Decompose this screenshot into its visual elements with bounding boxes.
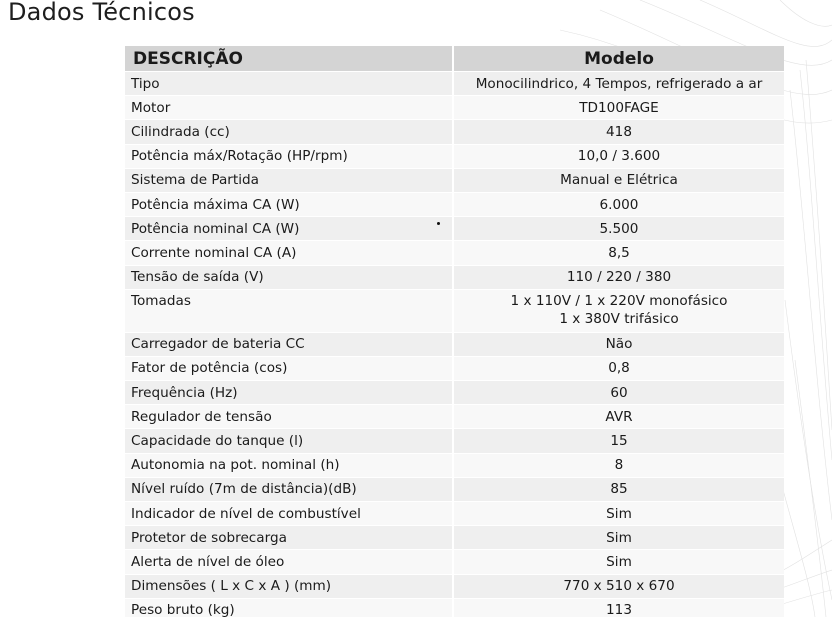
row-value: Não (453, 332, 784, 356)
row-label: Cilindrada (cc) (125, 120, 453, 144)
row-value: Sim (453, 502, 784, 526)
table-row (125, 265, 784, 289)
table-row (125, 598, 784, 617)
row-value: 418 (453, 120, 784, 144)
table-row (125, 217, 784, 241)
row-value: 8,5 (453, 241, 784, 265)
table-row (125, 241, 784, 265)
column-header-model: Modelo (453, 46, 784, 72)
row-label: Potência máxima CA (W) (125, 192, 453, 216)
row-label: Potência nominal CA (W) (125, 217, 453, 241)
row-label: Tensão de saída (V) (125, 265, 453, 289)
table-row (125, 477, 784, 501)
row-label: Peso bruto (kg) (125, 598, 453, 617)
row-value-line-2: 1 x 380V trifásico (559, 310, 679, 327)
row-label: Tomadas (125, 289, 453, 332)
row-value: 113 (453, 598, 784, 617)
row-label: Frequência (Hz) (125, 381, 453, 405)
table-header-row (125, 46, 784, 72)
row-value: Sim (453, 526, 784, 550)
row-value: 85 (453, 477, 784, 501)
row-value: 8 (453, 453, 784, 477)
row-value: 10,0 / 3.600 (453, 144, 784, 168)
row-label: Autonomia na pot. nominal (h) (125, 453, 453, 477)
row-value: 15 (453, 429, 784, 453)
column-header-description: DESCRIÇÃO (125, 46, 453, 72)
row-label: Nível ruído (7m de distância)(dB) (125, 477, 453, 501)
row-value: 0,8 (453, 356, 784, 380)
table-row (125, 96, 784, 120)
table-row (125, 168, 784, 192)
row-label: Regulador de tensão (125, 405, 453, 429)
row-value: 5.500 (453, 217, 784, 241)
table-row (125, 405, 784, 429)
row-value: AVR (453, 405, 784, 429)
stray-dot-mark (437, 222, 440, 225)
row-label: Motor (125, 96, 453, 120)
row-value: Monocilindrico, 4 Tempos, refrigerado a ar (453, 72, 784, 96)
table-row (125, 526, 784, 550)
table-row (125, 381, 784, 405)
row-label: Potência máx/Rotação (HP/rpm) (125, 144, 453, 168)
table-row (125, 550, 784, 574)
table-row (125, 574, 784, 598)
row-label: Protetor de sobrecarga (125, 526, 453, 550)
table-row (125, 192, 784, 216)
table-row (125, 453, 784, 477)
row-value-line-1: 1 x 110V / 1 x 220V monofásico (510, 292, 728, 309)
table-row (125, 356, 784, 380)
row-label: Sistema de Partida (125, 168, 453, 192)
table-row (125, 289, 784, 332)
table-row (125, 429, 784, 453)
row-label: Carregador de bateria CC (125, 332, 453, 356)
row-label: Alerta de nível de óleo (125, 550, 453, 574)
row-value (453, 289, 784, 332)
row-label: Indicador de nível de combustível (125, 502, 453, 526)
row-value: Manual e Elétrica (453, 168, 784, 192)
row-label: Capacidade do tanque (l) (125, 429, 453, 453)
table-row (125, 332, 784, 356)
row-value: 6.000 (453, 192, 784, 216)
page-title: Dados Técnicos (8, 0, 195, 26)
table-row (125, 502, 784, 526)
row-value: Sim (453, 550, 784, 574)
table-row (125, 144, 784, 168)
row-label: Dimensões ( L x C x A ) (mm) (125, 574, 453, 598)
row-value: TD100FAGE (453, 96, 784, 120)
row-label: Fator de potência (cos) (125, 356, 453, 380)
row-value: 110 / 220 / 380 (453, 265, 784, 289)
row-label: Corrente nominal CA (A) (125, 241, 453, 265)
row-value: 60 (453, 381, 784, 405)
specifications-table (125, 46, 784, 617)
row-label: Tipo (125, 72, 453, 96)
row-value: 770 x 510 x 670 (453, 574, 784, 598)
table-row (125, 120, 784, 144)
table-row (125, 72, 784, 96)
